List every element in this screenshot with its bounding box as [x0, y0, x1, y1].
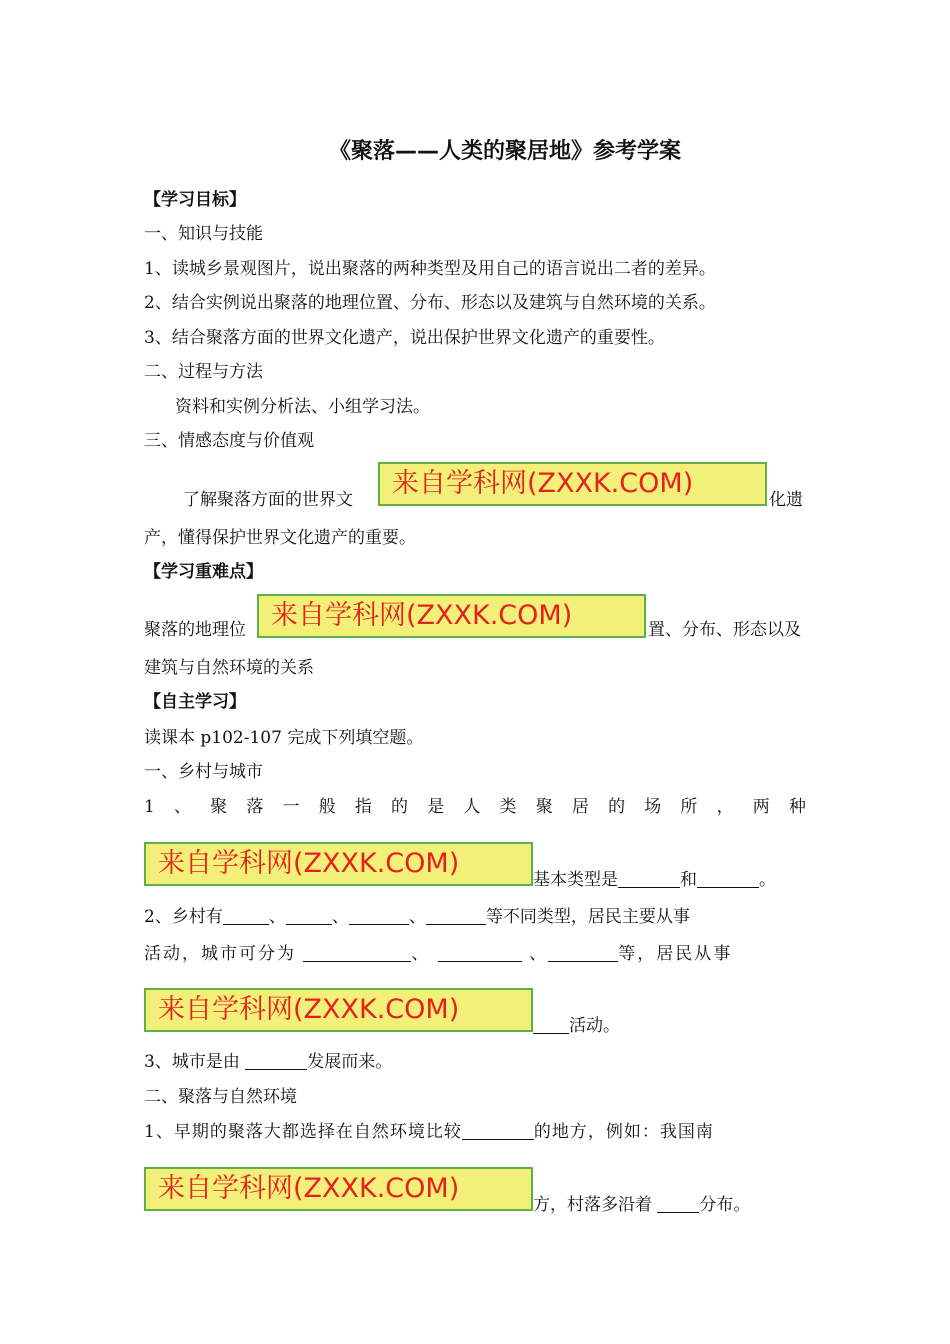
q1-char: 所	[680, 797, 698, 817]
page-title: 《聚落——人类的聚居地》参考学案	[328, 139, 681, 164]
watermark-stamp: 来自学科网(ZXXK.COM)	[257, 594, 646, 638]
answer-blank[interactable]	[303, 943, 411, 962]
question-3-line	[144, 1050, 392, 1074]
answer-blank[interactable]	[697, 869, 759, 888]
answer-blank[interactable]	[223, 906, 269, 925]
q3-text: 3、城市是由	[144, 1052, 240, 1072]
q1-char: 一	[282, 797, 300, 817]
q1-char: 的	[391, 797, 409, 817]
q1-char: 指	[354, 797, 372, 817]
answer-blank[interactable]	[533, 1015, 569, 1034]
part-nature-heading: 二、聚落与自然环境	[144, 1087, 297, 1107]
watermark-stamp: 来自学科网(ZXXK.COM)	[144, 1167, 533, 1211]
answer-blank[interactable]	[286, 906, 332, 925]
q2-text: 2、乡村有	[144, 907, 223, 927]
q4-text: 方，村落多沿着	[533, 1195, 652, 1215]
self-study-heading: 【自主学习】	[144, 692, 246, 712]
q4-text: 1、早期的聚落大都选择在自然环境比较	[144, 1122, 462, 1142]
q1-char: 是	[427, 797, 445, 817]
q1-char: 种	[788, 797, 806, 817]
q2-sep: 、	[268, 907, 286, 927]
answer-blank[interactable]	[548, 943, 618, 962]
q1-char: 1	[144, 797, 155, 817]
answer-blank[interactable]	[462, 1121, 534, 1140]
q2-text: 活动。	[569, 1016, 620, 1036]
q2-text: 活动，城市可分为	[144, 944, 296, 964]
key-text-c: 建筑与自然环境的关系	[144, 658, 314, 678]
section-attitude-heading: 三、情感态度与价值观	[144, 431, 314, 451]
q2-text: 等不同类型，居民主要从事	[485, 907, 690, 927]
question-4-line-1	[144, 1120, 714, 1144]
key-text-a: 聚落的地理位	[144, 620, 246, 640]
q1-char: ，	[716, 797, 734, 817]
question-1-line	[144, 795, 806, 819]
key-text-b: 置、分布、形态以及	[648, 620, 801, 640]
q2-sep: 、	[411, 944, 431, 964]
watermark-stamp: 来自学科网(ZXXK.COM)	[378, 462, 767, 506]
answer-blank[interactable]	[245, 1051, 307, 1070]
q1-char: 场	[644, 797, 662, 817]
answer-blank[interactable]	[438, 943, 522, 962]
q1-char: 居	[571, 797, 589, 817]
answer-blank[interactable]	[618, 869, 680, 888]
q1-char: 类	[499, 797, 517, 817]
key-points-heading: 【学习重难点】	[144, 562, 263, 582]
answer-blank[interactable]	[349, 906, 409, 925]
answer-blank[interactable]	[657, 1194, 699, 1213]
goal-item-3: 3、结合聚落方面的世界文化遗产，说出保护世界文化遗产的重要性。	[144, 328, 665, 348]
q2-sep: 、	[331, 907, 349, 927]
q1-tail-and: 和	[680, 870, 697, 890]
watermark-stamp: 来自学科网(ZXXK.COM)	[144, 988, 533, 1032]
q1-char: 般	[318, 797, 336, 817]
attitude-text-a: 了解聚落方面的世界文	[183, 490, 353, 510]
q1-char: 两	[752, 797, 770, 817]
q2-sep: 、	[408, 907, 426, 927]
question-1-tail	[533, 868, 776, 892]
q1-char: 聚	[535, 797, 553, 817]
section-knowledge-heading: 一、知识与技能	[144, 224, 263, 244]
goal-item-1: 1、读城乡景观图片，说出聚落的两种类型及用自己的语言说出二者的差异。	[144, 259, 716, 279]
attitude-text-b: 化遗	[769, 490, 803, 510]
question-2-line-2	[144, 942, 732, 966]
q4-text: 的地方，例如：我国南	[533, 1122, 714, 1142]
q4-text: 分布。	[699, 1195, 751, 1215]
goal-item-2: 2、结合实例说出聚落的地理位置、分布、形态以及建筑与自然环境的关系。	[144, 293, 716, 313]
q1-char: 的	[608, 797, 626, 817]
goals-heading: 【学习目标】	[144, 190, 246, 210]
q1-tail-period: 。	[759, 870, 776, 890]
self-study-intro: 读课本 p102-107 完成下列填空题。	[144, 728, 424, 748]
q2-sep: 、	[529, 944, 549, 964]
q1-char: 落	[246, 797, 264, 817]
q1-tail-text: 基本类型是	[533, 870, 618, 890]
section-process-heading: 二、过程与方法	[144, 362, 263, 382]
part-village-city-heading: 一、乡村与城市	[144, 762, 263, 782]
q1-char: 人	[463, 797, 481, 817]
answer-blank[interactable]	[426, 906, 486, 925]
question-2-line-1	[144, 905, 690, 929]
q1-char: 、	[174, 797, 191, 817]
question-2-tail	[533, 1014, 620, 1038]
q1-char: 聚	[210, 797, 228, 817]
question-4-tail	[533, 1193, 750, 1217]
q3-text: 发展而来。	[307, 1052, 393, 1072]
watermark-stamp: 来自学科网(ZXXK.COM)	[144, 842, 533, 886]
process-text: 资料和实例分析法、小组学习法。	[175, 397, 430, 417]
q2-text: 等，居民从事	[618, 944, 733, 964]
attitude-text-c: 产，懂得保护世界文化遗产的重要。	[144, 528, 416, 548]
